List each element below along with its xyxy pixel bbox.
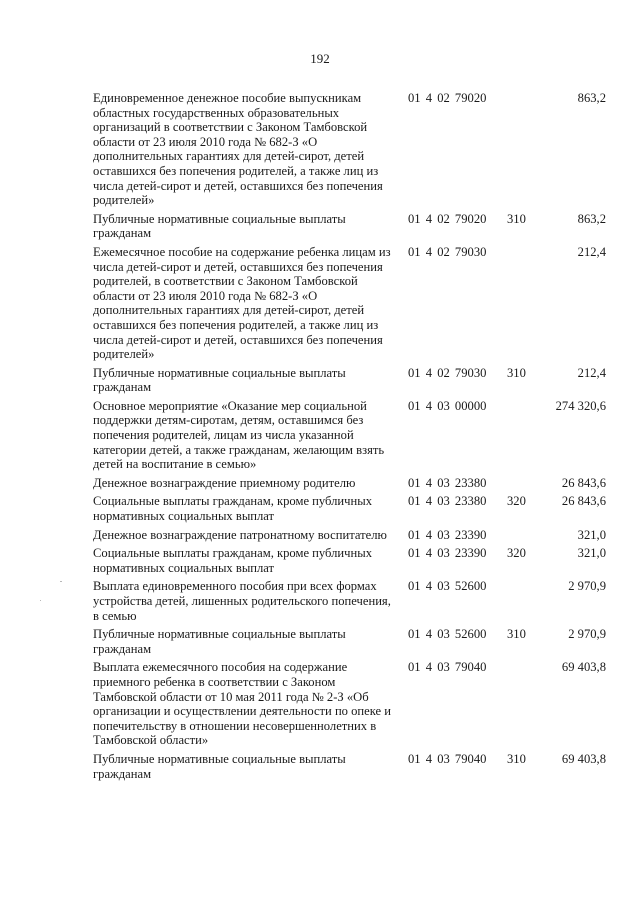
row-description: Единовременное денежное пособие выпускникам областных государственных образовательных организаций в соответствии с Законом Тамбовской области от 23 июля 2010 года № 682-З «О дополнительных гарантиях для детей-сирот, детей оставшихся без попечения родителей, а также лиц из числа детей-сирот и детей, оставшихся без попечения родителей» [93, 91, 383, 208]
row-amount: 26 843,6 [561, 475, 606, 490]
table-row [93, 752, 613, 781]
table-row [93, 399, 613, 472]
table-row [93, 528, 613, 543]
row-expense-type: 320 [507, 546, 526, 561]
row-description: Выплата ежемесячного пособия на содержание приемного ребенка в соответствии с Законом Тамбовской области от 10 мая 2011 года № 2-З «Об организации и осуществлении деятельности по опеке и попечительству в отношении несовершеннолетних в Тамбовской области» [93, 660, 392, 748]
scan-mark [60, 581, 62, 582]
row-amount: 26 843,6 [561, 494, 606, 509]
budget-table [93, 91, 613, 785]
table-row [93, 660, 613, 748]
table-row [93, 476, 613, 491]
row-amount: 321,0 [577, 546, 606, 561]
row-code: 01 4 02 79020 [408, 211, 487, 226]
row-description: Социальные выплаты гражданам, кроме публичных нормативных социальных выплат [93, 546, 372, 575]
row-description: Денежное вознаграждение патронатному воспитателю [93, 527, 387, 542]
row-amount: 863,2 [577, 91, 606, 105]
row-amount: 2 970,9 [568, 579, 606, 594]
table-row [93, 627, 613, 656]
row-amount: 321,0 [577, 527, 606, 542]
row-description: Основное мероприятие «Оказание мер социальной поддержки детям-сиротам, детям, оставшимся без попечения родителей, лицам из числа указанной категории детей, а также гражданам, желающим взять детей на воспитание в семью» [93, 398, 385, 472]
row-code: 01 4 03 23380 [408, 475, 487, 490]
row-expense-type: 310 [507, 365, 526, 380]
row-amount: 212,4 [577, 365, 606, 380]
row-description: Публичные нормативные социальные выплаты гражданам [93, 751, 346, 781]
row-description: Выплата единовременного пособия при всех формах устройства детей, лишенных родительского попечения, в семью [93, 579, 391, 623]
page-number: 192 [310, 51, 330, 66]
row-amount: 69 403,8 [561, 751, 606, 766]
row-code: 01 4 03 52600 [408, 627, 487, 642]
row-code: 01 4 03 23390 [408, 527, 487, 542]
row-code: 01 4 03 79040 [408, 660, 487, 675]
table-row [93, 494, 613, 523]
row-description: Ежемесячное пособие на содержание ребенка лицам из числа детей-сирот и детей, оставшихся без попечения родителей, в соответствии с Законом Тамбовской области от 23 июля 2010 года № 682-З «О дополнительных гарантиях для детей-сирот, детей оставшихся без попечения родителей, а также лиц из числа детей-сирот и детей, оставшихся без попечения родителей» [93, 244, 391, 362]
row-code: 01 4 02 79030 [408, 244, 487, 259]
row-description: Публичные нормативные социальные выплаты гражданам [93, 365, 346, 395]
table-row [93, 212, 613, 241]
row-expense-type: 320 [507, 494, 526, 509]
row-description: Социальные выплаты гражданам, кроме публичных нормативных социальных выплат [93, 494, 372, 524]
row-code: 01 4 02 79020 [408, 91, 487, 105]
row-code: 01 4 03 52600 [408, 579, 487, 594]
table-row [93, 245, 613, 362]
row-expense-type: 310 [507, 211, 526, 226]
row-amount: 863,2 [577, 211, 606, 226]
row-code: 01 4 03 23380 [408, 494, 487, 509]
row-code: 01 4 02 79030 [408, 365, 487, 380]
table-row [93, 91, 613, 208]
table-row [93, 579, 613, 623]
row-amount: 274 320,6 [555, 398, 606, 413]
row-expense-type: 310 [507, 751, 526, 766]
row-amount: 69 403,8 [561, 660, 606, 675]
row-expense-type: 310 [507, 627, 526, 642]
row-description: Денежное вознаграждение приемному родителю [93, 475, 356, 490]
row-code: 01 4 03 00000 [408, 398, 487, 413]
row-description: Публичные нормативные социальные выплаты гражданам [93, 627, 346, 656]
row-code: 01 4 03 23390 [408, 546, 487, 561]
table-row [93, 546, 613, 575]
row-description: Публичные нормативные социальные выплаты гражданам [93, 211, 346, 241]
row-code: 01 4 03 79040 [408, 751, 487, 766]
row-amount: 212,4 [577, 244, 606, 259]
scan-mark [40, 600, 41, 601]
row-amount: 2 970,9 [568, 627, 606, 642]
table-row [93, 366, 613, 395]
